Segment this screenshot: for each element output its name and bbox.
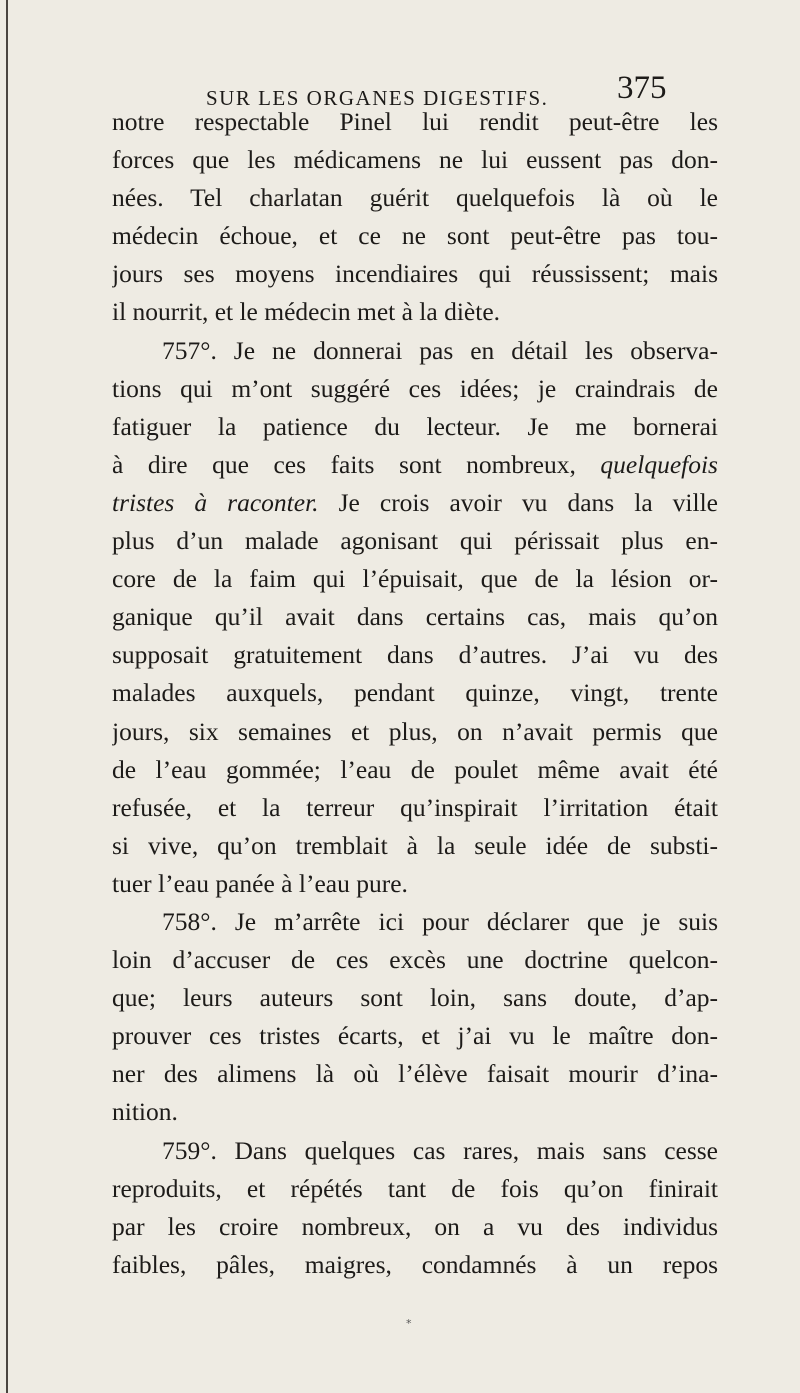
paragraph-757-start: 757°. Je ne donnerai pas en détail les observa- [162, 335, 718, 365]
running-head: SUR LES ORGANES DIGESTIFS. [206, 86, 549, 110]
text-line: prouver ces tristes écarts, et j’ai vu le maître don- [112, 1021, 718, 1051]
text-line: jours, six semaines et plus, on n’avait permis que [112, 716, 718, 746]
text-line: ganique qu’il avait dans certains cas, mais qu’on [112, 602, 718, 632]
text-line: refusée, et la terreur qu’inspirait l’irritation était [112, 792, 718, 822]
text-line: jours ses moyens incendiaires qui réussissent; mais [112, 259, 718, 289]
text-line: plus d’un malade agonisant qui périssait plus en- [112, 526, 718, 556]
text-line: core de la faim qui l’épuisait, que de la lésion or- [112, 564, 718, 594]
text-line: de l’eau gommée; l’eau de poulet même avait été [112, 754, 718, 784]
text-line-italic-start [112, 446, 718, 484]
text-segment: Je crois avoir vu dans la ville [338, 487, 718, 517]
paragraph-758-start: 758°. Je m’arrête ici pour déclarer que je suis [162, 906, 718, 936]
signature-mark: * [406, 1317, 412, 1330]
text-line: loin d’accuser de ces excès une doctrine quelcon- [112, 945, 718, 975]
italic-phrase: tristes à raconter. [112, 487, 319, 517]
text-line: ner des alimens là où l’élève faisait mourir d’ina- [112, 1059, 718, 1089]
text-line: si vive, qu’on tremblait à la seule idée de substi- [112, 830, 718, 860]
text-line: que; leurs auteurs sont loin, sans doute, d’ap- [112, 983, 718, 1013]
text-line-italic-end [112, 484, 718, 522]
text-line: supposait gratuitement dans d’autres. J’ai vu des [112, 640, 718, 670]
text-line: notre respectable Pinel lui rendit peut-être les [112, 107, 718, 136]
page-edge [6, 0, 8, 1393]
text-line: nées. Tel charlatan guérit quelquefois là où le [112, 183, 718, 213]
text-line: nition. [112, 1097, 178, 1127]
text-line: il nourrit, et le médecin met à la diète. [112, 297, 501, 327]
text-line: malades auxquels, pendant quinze, vingt, trente [112, 678, 718, 708]
page-number: 375 [617, 70, 667, 106]
text-line: tuer l’eau panée à l’eau pure. [112, 868, 408, 898]
text-line: par les croire nombreux, on a vu des individus [112, 1211, 718, 1241]
text-line: médecin échoue, et ce ne sont peut-être pas tou- [112, 221, 718, 251]
text-line: reproduits, et répétés tant de fois qu’on finirait [112, 1173, 718, 1203]
body-text [112, 103, 718, 1284]
text-line: forces que les médicamens ne lui eussent pas don- [112, 145, 718, 175]
text-line: faibles, pâles, maigres, condamnés à un repos [112, 1249, 718, 1279]
italic-phrase: quelquefois [600, 449, 718, 479]
text-segment: à dire que ces faits sont nombreux, [112, 449, 576, 479]
paragraph-759-start: 759°. Dans quelques cas rares, mais sans cesse [162, 1135, 718, 1165]
text-line: tions qui m’ont suggéré ces idées; je craindrais de [112, 373, 718, 403]
text-line: fatiguer la patience du lecteur. Je me bornerai [112, 411, 718, 441]
